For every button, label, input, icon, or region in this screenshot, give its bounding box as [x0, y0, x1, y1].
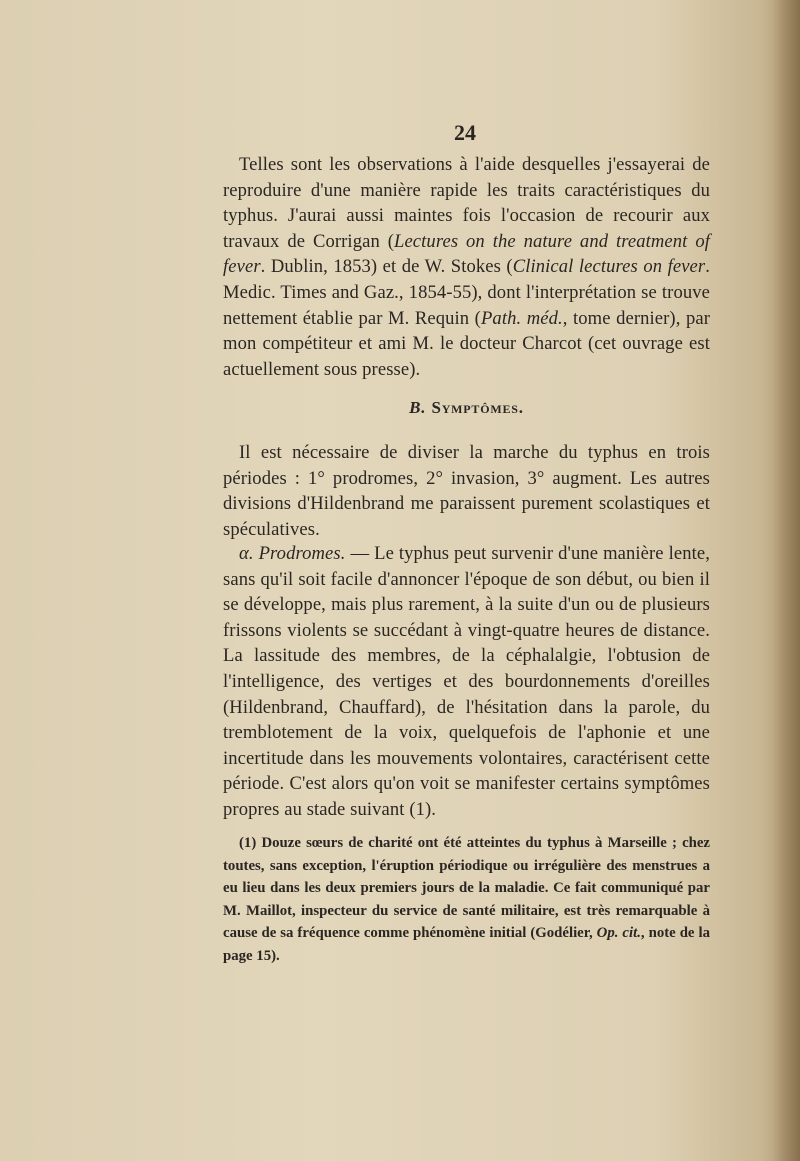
footnote	[223, 832, 710, 968]
prodromes-body: — Le typhus peut survenir d'une manière lente, sans qu'il soit facile d'annoncer l'époque de son début, ou bien il se développe, mais plus rarement, à la suite d'un ou de plusieurs frissons violents se succédant à vingt-quatre heures de distance. La lassitude des membres, de la céphalalgie, l'obtusion de l'intelligence, des vertiges et des bourdonnements d'oreilles (Hildenbrand, Chauffard), de l'hésitation dans la parole, du tremblotement de la voix, quelquefois de l'aphonie et une incertitude dans les mouvements volontaires, caractérisent cette période. C'est alors qu'on voit se manifester certains symptômes propres au stade suivant (1).	[223, 543, 710, 820]
corrigan-title: Lectures on the nature and treatment of fever	[223, 230, 710, 278]
periods-paragraph	[223, 440, 710, 542]
intro-text-part-4: , tome dernier), par mon compétiteur et ami M. le docteur Charcot (cet ouvrage est actuellement sous presse).	[223, 307, 711, 380]
periods-text: Il est nécessaire de diviser la marche du typhus en trois périodes : 1° prodromes, 2° invasion, 3° augment. Les autres divisions d'Hildenbrand me paraissent purement scolastiques et spéculatives.	[223, 442, 710, 540]
intro-text-part-1: Telles sont les observations à l'aide desquelles j'essayerai de reproduire d'une manière rapide les traits caractéristiques du typhus. J'aurai aussi maintes fois l'occasion de recourir aux travaux de Corrigan (	[223, 154, 710, 252]
requin-title: Path. méd.	[480, 307, 563, 329]
prodromes-paragraph	[223, 541, 710, 823]
intro-text-part-2: . Dublin, 1853) et de W. Stokes (	[260, 256, 513, 278]
stokes-title: Clinical lectures on fever	[512, 256, 706, 278]
intro-text-part-3: . Medic. Times and Gaz., 1854-55), dont l'interprétation se trouve nettement établie par M. Requin (	[223, 256, 710, 329]
section-title: Symptômes.	[431, 398, 524, 417]
section-letter: B.	[409, 398, 427, 417]
prodromes-title: Prodromes.	[258, 543, 346, 564]
page-number: 24	[454, 120, 476, 145]
intro-text	[223, 152, 710, 382]
intro-paragraph	[223, 152, 710, 382]
section-heading	[223, 398, 710, 418]
prodromes-marker: α.	[239, 543, 254, 564]
footnote-part-2: , note de la page 15).	[223, 925, 710, 964]
footnote-citation: Op. cit.	[596, 925, 641, 942]
footnote-part-1: (1) Douze sœurs de charité ont été atteintes du typhus à Marseille ; chez toutes, sans exception, l'éruption périodique ou irrégulière des menstrues a eu lieu dans les deux premiers jours de la maladie. Ce fait communiqué par M. Maillot, inspecteur du service de santé militaire, est très remarquable à cause de sa fréquence comme phénomène initial (Godélier,	[223, 835, 710, 942]
prodromes-text	[223, 541, 710, 823]
